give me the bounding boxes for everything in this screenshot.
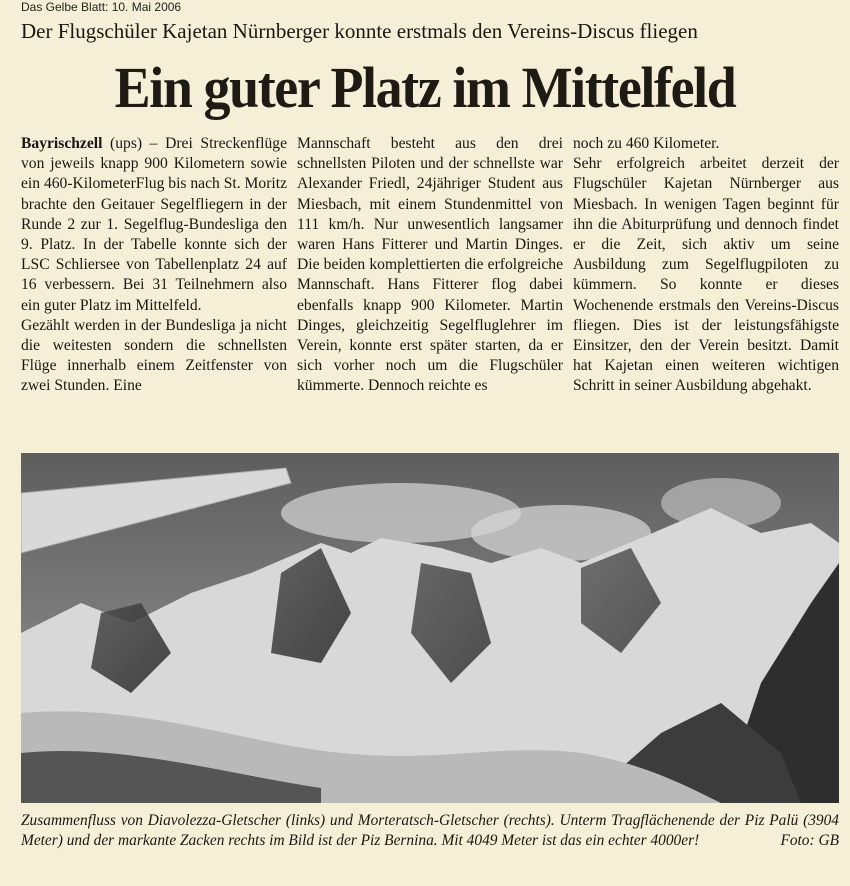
article-paragraph: Gezählt werden in der Bundesliga ja nicht die weitesten sondern die schnellsten Flüge innerhalb einem Zeitfenster von zwei Stunden. Eine	[21, 316, 287, 395]
article-paragraph: Mannschaft besteht aus den drei schnellsten Piloten und der schnellste war Alexander Friedl, 24jähriger Student aus Miesbach, mit einem Stundenmittel von 111 km/h. Nur unwesentlich langsamer waren Hans Fitterer und Martin Dinges. Die beiden komplettierten die erfolgreiche Mannschaft. Hans Fitterer flog dabei ebenfalls knapp 900 Kilometer. Martin Dinges, gleichzeitig Segelfluglehrer im Verein, konnte erst später starten, da er sich vorher noch um die Flugschüler kümmerte. Dennoch reichte es	[297, 135, 563, 395]
mountain-photo-icon	[21, 453, 839, 803]
dateline: Bayrischzell	[21, 135, 103, 152]
source-line: Das Gelbe Blatt: 10. Mai 2006	[21, 0, 182, 14]
article-column-2	[297, 134, 563, 439]
article-paragraph	[21, 134, 287, 316]
article-subtitle: Der Flugschüler Kajetan Nürnberger konnte erstmals den Vereins-Discus fliegen	[21, 19, 698, 43]
caption-text: Zusammenfluss von Diavolezza-Gletscher (links) und Morteratsch-Gletscher (rechts). Unterm Tragflächenende der Piz Palü (3904 Meter) und der markante Zacken rechts im Bild ist der Piz Bernina. Mit 4049 Meter ist das ein echter 4000er!	[21, 812, 839, 849]
article-body	[21, 134, 839, 439]
article-column-3	[573, 134, 839, 439]
article-photo	[21, 453, 839, 803]
article-paragraph: Sehr erfolgreich arbeitet derzeit der Flugschüler Kajetan Nürnberger aus Miesbach. In wenigen Tagen beginnt für ihn die Abiturprüfung und dennoch findet er die Zeit, sich aktiv um seine Ausbildung zum Segelflugpiloten zu kümmern. So konnte er dieses Wochenende erstmals den Vereins-Discus fliegen. Dies ist der leistungsfähigste Einsitzer, den der Verein besitzt. Damit hat Kajetan einen weiteren wichtigen Schritt in seiner Ausbildung abgehakt.	[573, 155, 839, 395]
photo-caption	[21, 811, 839, 851]
article-column-1	[21, 134, 287, 439]
lead-text: (ups) – Drei Streckenflüge von jeweils knapp 900 Kilometern sowie ein 460-KilometerFlug bis nach St. Moritz brachte den Geitauer Segelfliegern in der Runde 2 zur 1. Segelflug-Bundesliga den 9. Platz. In der Tabelle konnte sich der LSC Schliersee von Tabellenplatz 24 auf 16 verbessern. Bei 31 Teilnehmern also ein guter Platz im Mittelfeld.	[21, 135, 287, 314]
article-paragraph: noch zu 460 Kilometer.	[573, 135, 720, 152]
photo-credit: Foto: GB	[780, 832, 839, 849]
article-headline: Ein guter Platz im Mittelfeld	[114, 55, 736, 120]
